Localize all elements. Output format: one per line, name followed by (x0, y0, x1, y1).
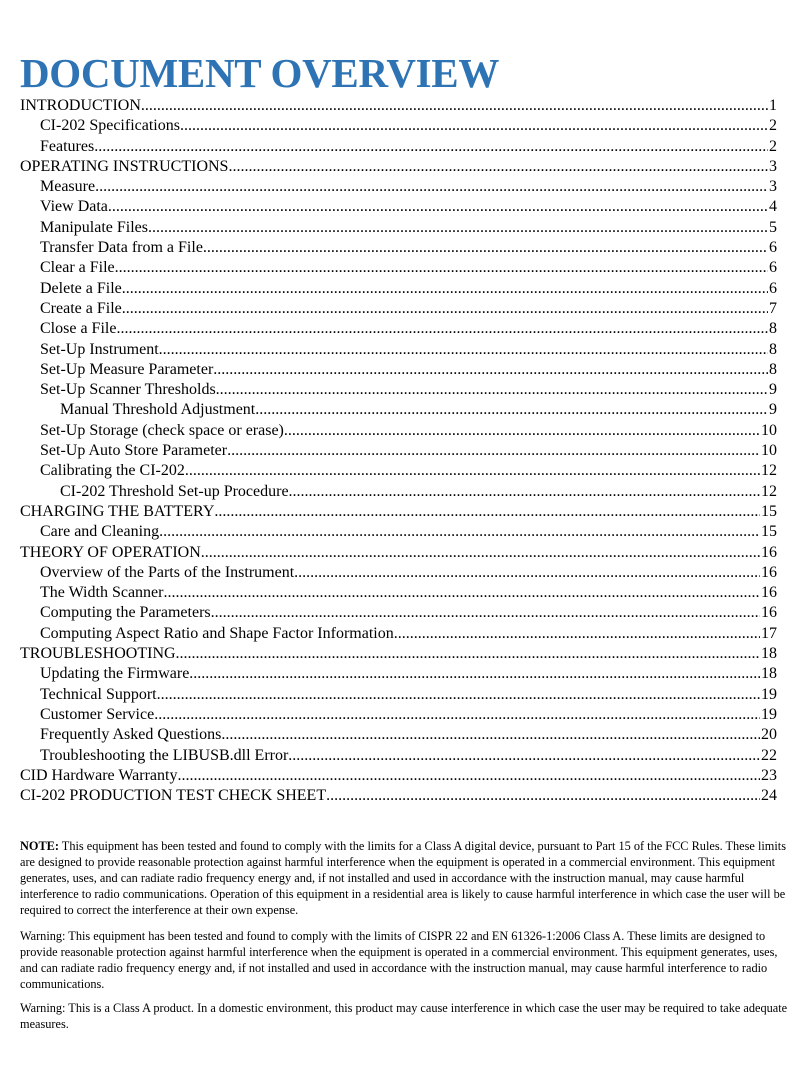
toc-page-number: 20 (761, 726, 777, 744)
toc-dot-leader (122, 279, 768, 299)
toc-page-number: 15 (761, 523, 777, 541)
document-page (20, 50, 777, 806)
toc-dot-leader (122, 299, 768, 319)
toc-page-number: 10 (761, 442, 777, 460)
toc-entry-title: CHARGING THE BATTERY (20, 502, 215, 520)
toc-entry[interactable] (20, 482, 777, 502)
toc-page-number: 17 (761, 624, 777, 642)
toc-page-number: 4 (769, 198, 777, 216)
toc-entry[interactable] (20, 177, 777, 197)
cispr-warning: Warning: This equipment has been tested and found to comply with the limits of CISPR 22 and EN 61326-1:2006 Class A. These limits are designed to provide reasonable protection against harmful interference when the equipment is operated in a commercial environment. This equipment generates, uses, and can radiate radio frequency energy and, if not installed and used in accordance with the instruction manual, may cause harmful interference to radio communications. (20, 929, 778, 991)
toc-dot-leader (115, 258, 768, 278)
toc-entry[interactable] (20, 603, 777, 623)
toc-dot-leader (227, 441, 760, 461)
toc-page-number: 18 (761, 645, 777, 663)
toc-entry-title: Care and Cleaning (40, 523, 160, 541)
toc-entry-title: Computing Aspect Ratio and Shape Factor Information (40, 624, 394, 642)
toc-dot-leader (288, 746, 760, 766)
toc-page-number: 19 (761, 685, 777, 703)
toc-entry[interactable] (20, 279, 777, 299)
toc-page-number: 22 (761, 746, 777, 764)
toc-entry-title: Customer Service (40, 705, 155, 723)
toc-entry[interactable] (20, 380, 777, 400)
toc-entry[interactable] (20, 624, 777, 644)
toc-page-number: 24 (761, 787, 777, 805)
toc-entry-title: Troubleshooting the LIBUSB.dll Error (40, 746, 289, 764)
toc-entry-title: CI-202 Specifications (40, 117, 180, 135)
toc-page-number: 2 (769, 137, 777, 155)
toc-dot-leader (326, 786, 760, 806)
toc-entry-title: Set-Up Scanner Thresholds (40, 381, 216, 399)
toc-entry[interactable] (20, 400, 777, 420)
toc-dot-leader (394, 624, 760, 644)
toc-entry-title: Close a File (40, 320, 117, 338)
toc-entry[interactable] (20, 786, 777, 806)
toc-dot-leader (294, 563, 760, 583)
toc-entry[interactable] (20, 766, 777, 786)
toc-entry[interactable] (20, 563, 777, 583)
toc-page-number: 3 (769, 178, 777, 196)
toc-entry[interactable] (20, 137, 777, 157)
toc-entry-title: Frequently Asked Questions (40, 726, 222, 744)
toc-entry-title: The Width Scanner (40, 584, 164, 602)
toc-entry-title: Updating the Firmware (40, 665, 190, 683)
toc-entry-title: Clear a File (40, 259, 115, 277)
toc-dot-leader (141, 96, 768, 116)
toc-entry[interactable] (20, 705, 777, 725)
toc-entry[interactable] (20, 340, 777, 360)
toc-entry-title: CID Hardware Warranty (20, 766, 178, 784)
toc-page-number: 18 (761, 665, 777, 683)
toc-entry-title: CI-202 PRODUCTION TEST CHECK SHEET (20, 787, 327, 805)
toc-entry-title: Transfer Data from a File (40, 239, 203, 257)
toc-dot-leader (148, 218, 768, 238)
toc-entry[interactable] (20, 441, 777, 461)
toc-entry-title: TROUBLESHOOTING (20, 645, 176, 663)
fcc-notice-text: This equipment has been tested and found to comply with the limits for a Class A digital device, pursuant to Part 15 of the FCC Rules. These limits are designed to provide reasonable protection against harmful interference when the equipment is operated in a commercial environment. This equipment generates, uses, and can radiate radio frequency energy and, if not installed and used in accordance with the instruction manual, may cause harmful interference to radio communications. Operation of this equipment in a residential area is likely to cause harmful interference in which case the user will be required to correct the interference at their own expense. (20, 839, 786, 917)
toc-entry[interactable] (20, 218, 777, 238)
toc-dot-leader (284, 421, 760, 441)
toc-entry[interactable] (20, 238, 777, 258)
toc-dot-leader (157, 685, 760, 705)
page-title: DOCUMENT OVERVIEW (20, 50, 500, 96)
toc-page-number: 3 (769, 157, 777, 175)
toc-page-number: 16 (761, 543, 777, 561)
toc-entry-title: Manipulate Files (40, 218, 148, 236)
toc-dot-leader (255, 400, 768, 420)
toc-entry[interactable] (20, 116, 777, 136)
toc-page-number: 16 (761, 563, 777, 581)
toc-entry[interactable] (20, 360, 777, 380)
toc-entry-title: INTRODUCTION (20, 97, 141, 114)
toc-entry[interactable] (20, 96, 777, 116)
toc-entry-title: Calibrating the CI-202 (40, 462, 185, 480)
toc-page-number: 6 (769, 259, 777, 277)
toc-entry-title: Set-Up Auto Store Parameter (40, 442, 228, 460)
toc-entry-title: Set-Up Instrument (40, 340, 159, 358)
toc-dot-leader (228, 157, 768, 177)
toc-page-number: 10 (761, 421, 777, 439)
toc-dot-leader (176, 644, 760, 664)
toc-page-number: 15 (761, 502, 777, 520)
toc-entry[interactable] (20, 685, 777, 705)
toc-page-number: 6 (769, 279, 777, 297)
toc-entry-title: Set-Up Measure Parameter (40, 360, 214, 378)
toc-dot-leader (180, 116, 768, 136)
toc-entry-title: Technical Support (40, 685, 157, 703)
toc-entry[interactable] (20, 319, 777, 339)
toc-page-number: 2 (769, 117, 777, 135)
toc-entry-title: OPERATING INSTRUCTIONS (20, 157, 229, 175)
toc-entry[interactable] (20, 543, 777, 563)
toc-dot-leader (203, 238, 768, 258)
toc-dot-leader (211, 603, 760, 623)
fcc-notice (20, 838, 788, 918)
toc-entry-title: View Data (40, 198, 108, 216)
toc-dot-leader (185, 461, 760, 481)
toc-page-number: 19 (761, 705, 777, 723)
toc-dot-leader (94, 137, 768, 157)
toc-entry[interactable] (20, 746, 777, 766)
class-a-warning: Warning: This is a Class A product. In a domestic environment, this product may cause interference in which case the user may be required to take adequate measures. (20, 1001, 788, 1031)
toc-dot-leader (214, 502, 760, 522)
toc-entry[interactable] (20, 502, 777, 522)
toc-page-number: 8 (769, 340, 777, 358)
notice-label: NOTE: (20, 839, 59, 853)
toc-entry[interactable] (20, 197, 777, 217)
toc-dot-leader (95, 177, 768, 197)
toc-page-number: 9 (769, 381, 777, 399)
toc-dot-leader (108, 197, 768, 217)
toc-entry[interactable] (20, 664, 777, 684)
toc-page-number: 9 (769, 401, 777, 419)
toc-page-number: 23 (761, 766, 777, 784)
toc-entry[interactable] (20, 461, 777, 481)
toc-entry[interactable] (20, 644, 777, 664)
toc-dot-leader (289, 482, 760, 502)
toc-page-number: 7 (769, 299, 777, 317)
toc-page-number: 6 (769, 239, 777, 257)
toc-dot-leader (154, 705, 760, 725)
toc-entry-title: Manual Threshold Adjustment (60, 401, 256, 419)
toc-dot-leader (213, 360, 768, 380)
toc-page-number: 12 (761, 482, 777, 500)
toc-dot-leader (221, 725, 760, 745)
toc-entry-title: Features (40, 137, 95, 155)
toc-entry-title: Overview of the Parts of the Instrument (40, 563, 295, 581)
toc-entry[interactable] (20, 522, 777, 542)
toc-entry-title: Create a File (40, 299, 122, 317)
toc-dot-leader (201, 543, 760, 563)
toc-dot-leader (177, 766, 760, 786)
toc-dot-leader (189, 664, 760, 684)
toc-entry-title: Set-Up Storage (check space or erase) (40, 421, 284, 439)
toc-entry[interactable] (20, 157, 777, 177)
toc-page-number: 8 (769, 320, 777, 338)
toc-entry[interactable] (20, 421, 777, 441)
toc-entry-title: Measure (40, 178, 96, 196)
toc-page-number: 12 (761, 462, 777, 480)
table-of-contents (20, 96, 777, 806)
toc-page-number: 16 (761, 584, 777, 602)
toc-entry-title: CI-202 Threshold Set-up Procedure (60, 482, 289, 500)
toc-entry-title: Computing the Parameters (40, 604, 211, 622)
toc-entry[interactable] (20, 299, 777, 319)
toc-dot-leader (159, 522, 760, 542)
toc-entry-title: Delete a File (40, 279, 122, 297)
toc-entry-title: THEORY OF OPERATION (20, 543, 201, 561)
toc-entry[interactable] (20, 725, 777, 745)
toc-dot-leader (163, 583, 760, 603)
toc-page-number: 5 (769, 218, 777, 236)
toc-entry[interactable] (20, 583, 777, 603)
toc-dot-leader (116, 319, 768, 339)
toc-dot-leader (159, 340, 768, 360)
toc-page-number: 8 (769, 360, 777, 378)
toc-page-number: 1 (769, 97, 777, 114)
toc-entry[interactable] (20, 258, 777, 278)
toc-page-number: 16 (761, 604, 777, 622)
toc-dot-leader (216, 380, 768, 400)
